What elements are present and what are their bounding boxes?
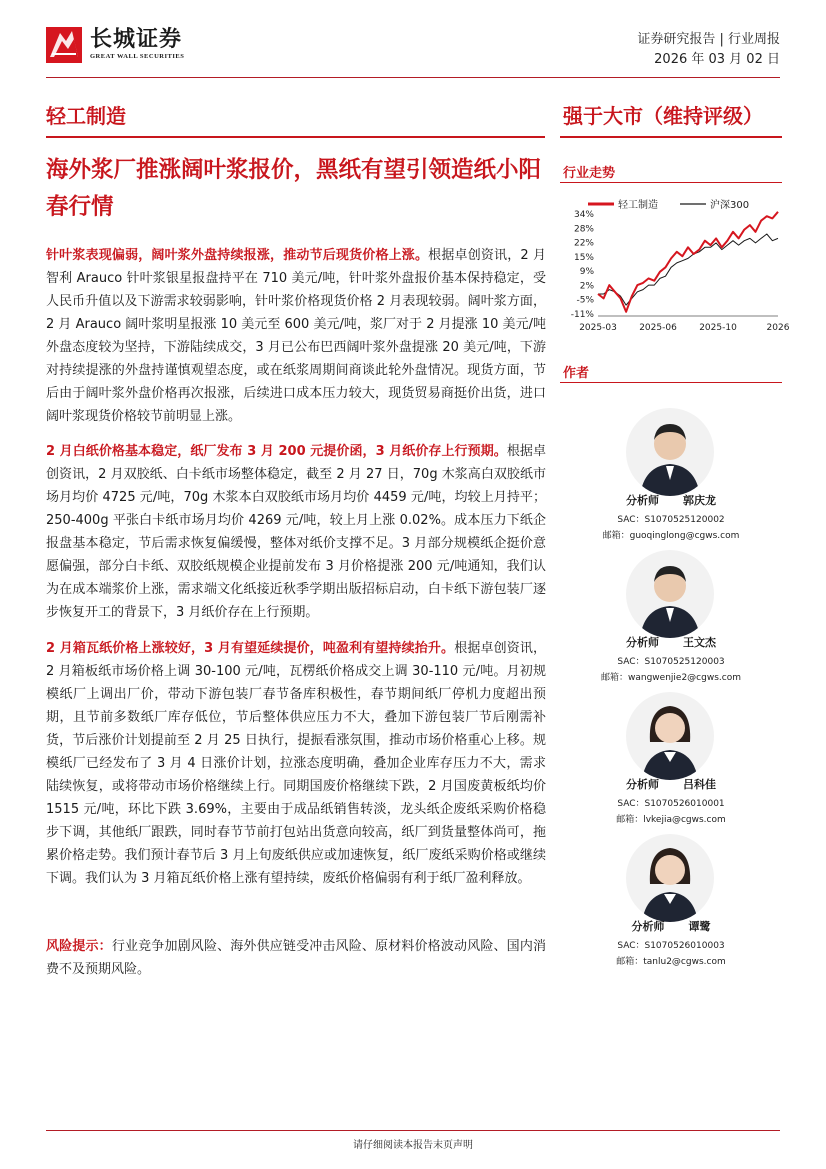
rating: 强于大市（维持评级） bbox=[563, 104, 763, 128]
company-logo bbox=[46, 27, 184, 63]
logo-chinese-name: 长城证券 bbox=[90, 27, 183, 52]
paragraph-lead: 针叶浆表现偏弱，阔叶浆外盘持续报涨，推动节后现货价格上涨。 bbox=[46, 248, 429, 263]
author-photo bbox=[626, 408, 714, 496]
report-date: 2026 年 03 月 02 日 bbox=[654, 52, 780, 67]
paragraph-lead: 2 月箱瓦纸价格上涨较好，3 月有望延续提价，吨盈利有望持续抬升。 bbox=[46, 641, 455, 656]
author-photo bbox=[626, 550, 714, 638]
author-sac: SAC：S1070525120003 bbox=[617, 657, 725, 667]
legend-label: 沪深300 bbox=[710, 200, 750, 211]
author-sac: SAC：S1070525120002 bbox=[617, 515, 725, 525]
legend-label: 轻工制造 bbox=[618, 200, 658, 211]
y-tick-label: 2% bbox=[579, 281, 594, 292]
series-line-light-industry bbox=[598, 212, 778, 312]
paragraph-body: 根据卓创资讯，2 月双胶纸、白卡纸市场整体稳定，截至 2 月 27 日，70g 木浆高白双胶纸市场月均价 4725 元/吨，70g 木浆本白双胶纸市场月均价 4459 元/吨，均较上月持平；250-400g 平张白卡纸市场月均价 4269 元/吨，较上月上涨 0.02%。成本压力下纸企报盘基本稳定，节后需求恢复偏缓慢，整体对纸价支撑不足。3 月部分规模纸企挺价意愿偏强，部分白卡纸、双胶纸规模企业提前发布 3 月价格提涨 200 元/吨通知，我们认为在成本端浆价上涨，需求端文化纸接近秋季学期出版招标启动，白卡纸下游包装厂逐步恢复开工的背景下，3 月纸价存在上行预期。 bbox=[46, 444, 546, 620]
author-role: 分析师 bbox=[626, 494, 659, 507]
left-divider bbox=[46, 136, 545, 138]
x-tick-label: 2025-10 bbox=[699, 323, 737, 333]
author-email: 邮箱：tanlu2@cgws.com bbox=[616, 957, 726, 967]
series-line-csi300 bbox=[598, 234, 778, 305]
author-card bbox=[560, 550, 782, 685]
author-role: 分析师 bbox=[626, 778, 659, 791]
author-photo bbox=[626, 692, 714, 780]
author-title-line bbox=[560, 634, 782, 650]
trend-heading: 行业走势 bbox=[563, 166, 616, 181]
y-tick-label: 28% bbox=[573, 224, 594, 235]
y-tick-label: 34% bbox=[573, 210, 594, 220]
paragraph-body: 根据卓创资讯，2 月智利 Arauco 针叶浆银星报盘持平在 710 美元/吨，针叶浆外盘报价基本保持稳定，受人民币升值以及下游需求较弱影响，针叶浆价格现货价格 2 月表现较弱。阔叶浆方面，2 月 Arauco 阔叶浆明星报涨 10 美元至 600 美元/吨，浆厂对于 2 月提涨 10 美元/吨外盘态度较为坚持，下游陆续成交，3 月已公布巴西阔叶浆外盘提涨 20 美元/吨，下游对持续提涨的外盘持谨慎观望态度，或在纸浆周期间商谈此轮外盘情况。现货方面，节后由于阔叶浆外盘价格再次报涨，后续进口成本压力较大，现货贸易商挺价出货，进口阔叶浆现货价格较节前明显上涨。 bbox=[46, 248, 546, 424]
author-email: 邮箱：lvkejia@cgws.com bbox=[616, 815, 726, 825]
y-tick-label: -11% bbox=[570, 310, 594, 320]
author-card bbox=[560, 692, 782, 827]
x-tick-label: 2025-03 bbox=[579, 323, 617, 333]
y-tick-label: 9% bbox=[579, 267, 594, 278]
author-role: 分析师 bbox=[631, 920, 665, 933]
author-name: 吕科佳 bbox=[683, 778, 716, 791]
author-role: 分析师 bbox=[626, 636, 659, 649]
y-tick-label: 15% bbox=[573, 252, 594, 263]
author-title-line bbox=[560, 918, 782, 934]
trend-divider bbox=[560, 182, 782, 183]
author-title-line bbox=[560, 492, 782, 508]
x-tick-label: 2025-06 bbox=[639, 323, 677, 333]
report-type: 证券研究报告 | 行业周报 bbox=[637, 32, 780, 47]
industry-trend-chart bbox=[560, 190, 790, 340]
paragraph-lead: 2 月白纸价格基本稳定，纸厂发布 3 月 200 元提价函，3 月纸价存上行预期。 bbox=[46, 444, 507, 459]
right-divider bbox=[560, 136, 782, 138]
author-card bbox=[560, 834, 782, 969]
footer-divider bbox=[46, 1130, 780, 1131]
author-title-line bbox=[560, 776, 782, 792]
author-name: 王文杰 bbox=[683, 636, 716, 649]
logo-english-name: GREAT WALL SECURITIES bbox=[90, 53, 185, 60]
author-card bbox=[560, 408, 782, 543]
paragraph-body: 行业竞争加剧风险、海外供应链受冲击风险、原材料价格波动风险、国内消费不及预期风险。 bbox=[46, 939, 546, 977]
authors-heading: 作者 bbox=[563, 366, 590, 381]
paragraph-body: 根据卓创资讯，2 月箱板纸市场价格上调 30-100 元/吨，瓦楞纸价格成交上调 30-110 元/吨。月初规模纸厂上调出厂价，带动下游包装厂春节备库积极性，春节期间纸厂停机力度超出预期，且节前多数纸厂库存低位，节后整体供应压力不大，叠加下游包装厂节后刚需补货，节后涨价计划提前至 2 月 25 日执行，提振看涨氛围，推动市场价格重心上移。规模纸厂已经发布了 3 月 4 日涨价计划，拉涨态度明确，叠加企业库存压力不大，需求陆续恢复，或将带动市场价格继续上行。同期国废价格继续下跌，2 月国废黄板纸均价 1515 元/吨，环比下跌 3.69%，主要由于成品纸销售转淡，龙头纸企废纸采购价格稳步下调，其他纸厂跟跌，同时春节节前打包站出货意向较高，纸厂到货量整体尚可，拖累价格走势。我们预计春节后 3 月上旬废纸供应或加速恢复，纸厂废纸采购价格或继续下调。我们认为 3 月箱瓦纸价格上涨有望持续，废纸价格偏弱有利于纸厂盈利释放。 bbox=[46, 641, 546, 886]
author-name: 谭鹭 bbox=[688, 920, 711, 933]
author-email: 邮箱：guoqinglong@cgws.com bbox=[602, 531, 740, 541]
y-tick-label: 22% bbox=[573, 238, 594, 249]
paragraph-white-paper bbox=[46, 440, 546, 624]
author-photo bbox=[626, 834, 714, 922]
paragraph-risk bbox=[46, 935, 546, 981]
x-tick-label: 2026 bbox=[766, 323, 790, 333]
paragraph-pulp bbox=[46, 244, 546, 428]
sector-name: 轻工制造 bbox=[46, 104, 126, 128]
paragraph-lead: 风险提示： bbox=[46, 939, 112, 954]
great-wall-logo-icon bbox=[46, 27, 82, 63]
author-sac: SAC：S1070526010003 bbox=[617, 941, 725, 951]
header-divider bbox=[46, 77, 780, 78]
report-title: 海外浆厂推涨阔叶浆报价，黑纸有望引领造纸小阳春行情 bbox=[46, 157, 542, 220]
footer-disclaimer: 请仔细阅读本报告末页声明 bbox=[353, 1140, 473, 1151]
paragraph-containerboard bbox=[46, 637, 546, 890]
header-meta bbox=[637, 30, 780, 70]
author-sac: SAC：S1070526010001 bbox=[617, 799, 725, 809]
authors-divider bbox=[560, 382, 782, 383]
y-tick-label: -5% bbox=[576, 295, 594, 306]
author-name: 郭庆龙 bbox=[683, 494, 716, 507]
author-email: 邮箱：wangwenjie2@cgws.com bbox=[601, 673, 741, 683]
